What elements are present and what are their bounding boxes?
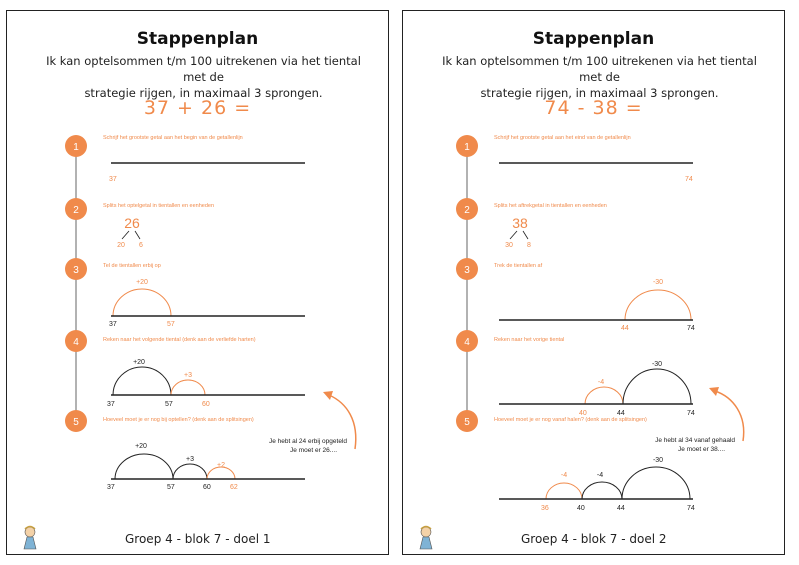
jump-label-4b: +3 [184, 372, 192, 379]
step-5-instruction: Hoeveel moet je er nog bij optellen? (denk aan de splitsingen) [103, 417, 254, 423]
step-marker-5 [456, 410, 478, 432]
step-4-number-1: 37 [107, 401, 115, 408]
hint-note-line-1: Je hebt al 24 erbij opgeteld [268, 438, 347, 445]
worksheet-footer: Groep 4 - blok 7 - doel 2 [521, 532, 667, 546]
split-branch-left [122, 231, 129, 239]
example-sum: 37 + 26 = [143, 97, 252, 119]
step-5-number-4: 74 [687, 505, 695, 512]
jump-arc-5a [546, 483, 582, 499]
svg-text:4: 4 [464, 337, 470, 348]
jump-label-4a: +20 [133, 359, 145, 366]
learning-goal-line-1: Ik kan optelsommen t/m 100 uitrekenen via het tiental met de [46, 54, 361, 84]
step-3-end: 74 [687, 325, 695, 332]
step-plan [403, 11, 785, 555]
step-marker-2 [456, 198, 478, 220]
split-ones: 8 [527, 242, 531, 249]
svg-text:1: 1 [73, 142, 79, 153]
step-2-instruction: Splits het aftrekgetal in tientallen en eenheden [494, 203, 607, 209]
step-4-number-3: 74 [687, 410, 695, 417]
step-1-instruction: Schrijf het grootste getal aan het eind van de getallenlijn [494, 135, 631, 141]
step-4-instruction: Reken naar het volgende tiental (denk aan de verliefde harten) [103, 337, 256, 343]
jump-arc-4a [113, 367, 171, 395]
jump-label-5b: -4 [596, 472, 604, 479]
step-3-instruction: Trek de tientallen af [494, 263, 543, 269]
worksheet-footer: Groep 4 - blok 7 - doel 1 [125, 532, 271, 546]
split-branch-right [523, 231, 528, 239]
step-2-instruction: Splits het optelgetal in tientallen en eenheden [103, 203, 215, 209]
example-sum: 74 - 38 = [544, 97, 643, 119]
jump-arc-5b [173, 464, 207, 479]
jump-label-4a: -4 [597, 379, 605, 386]
step-5-number-1: 37 [107, 484, 115, 491]
jump-arc-4a [585, 387, 623, 404]
jump-arc-tens [625, 290, 691, 320]
learning-goal-line-1: Ik kan optelsommen t/m 100 uitrekenen via het tiental met de [442, 54, 757, 84]
hint-note-line-2: Je moet er 38.... [678, 446, 725, 453]
jump-label-4b: -30 [651, 361, 663, 368]
jump-label-5c: +2 [217, 462, 225, 469]
svg-text:4: 4 [73, 337, 79, 348]
step-1-instruction: Schrijf het grootste getal aan het begin van de getallenlijn [103, 135, 243, 141]
step-1-start-number: 37 [109, 176, 117, 183]
step-marker-5 [65, 410, 87, 432]
jump-label-tens: +20 [136, 279, 148, 286]
step-3-start: 44 [621, 325, 629, 332]
step-4-instruction: Reken naar het vorige tiental [494, 337, 565, 343]
jump-label-tens: -30 [652, 279, 664, 286]
step-5-number-1: 36 [541, 505, 549, 512]
jump-arc-4b [623, 369, 691, 404]
jump-arc-5c [622, 467, 690, 499]
svg-text:5: 5 [73, 417, 79, 428]
step-marker-2 [65, 198, 87, 220]
step-4-number-2: 44 [617, 410, 625, 417]
step-4-number-1: 40 [579, 410, 587, 417]
learning-goal-line-2: strategie rijgen, in maximaal 3 sprongen. [480, 86, 719, 100]
learning-goal-line-2: strategie rijgen, in maximaal 3 sprongen. [84, 86, 323, 100]
svg-text:1: 1 [464, 142, 470, 153]
step-3-instruction: Tel de tientallen erbij op [103, 263, 161, 269]
worksheet-page-subtraction [402, 10, 785, 555]
step-5-number-3: 44 [617, 505, 625, 512]
svg-text:2: 2 [73, 205, 79, 216]
step-plan [7, 11, 389, 555]
split-number: 38 [512, 215, 528, 231]
split-number: 26 [124, 215, 140, 231]
jump-label-5c: -30 [652, 457, 664, 464]
hint-arrow-head [323, 391, 333, 400]
step-3-start: 37 [109, 321, 117, 328]
step-5-number-3: 60 [203, 484, 211, 491]
step-1-end-number: 74 [685, 176, 693, 183]
split-ones: 6 [139, 242, 143, 249]
brand-logo-icon [15, 521, 45, 551]
hint-note-line-1: Je hebt al 34 vanaf gehaald [655, 437, 735, 444]
hint-arrow [715, 391, 744, 441]
step-marker-4 [65, 330, 87, 352]
step-marker-1 [65, 135, 87, 157]
step-marker-1 [456, 135, 478, 157]
svg-text:5: 5 [464, 417, 470, 428]
step-4-number-3: 60 [202, 401, 210, 408]
hint-arrow-head [709, 387, 719, 396]
page-title: Stappenplan [136, 29, 259, 49]
step-3-end: 57 [167, 321, 175, 328]
brand-logo-icon [411, 521, 441, 551]
step-5-number-2: 57 [167, 484, 175, 491]
step-marker-4 [456, 330, 478, 352]
svg-text:3: 3 [464, 265, 470, 276]
jump-arc-tens [113, 289, 171, 316]
step-marker-3 [456, 258, 478, 280]
step-4-number-2: 57 [165, 401, 173, 408]
jump-arc-5a [115, 454, 173, 479]
jump-label-5a: -4 [560, 472, 568, 479]
hint-note-line-2: Je moet er 26.... [290, 447, 337, 454]
svg-text:2: 2 [464, 205, 470, 216]
step-5-number-4: 62 [230, 484, 238, 491]
jump-label-5b: +3 [186, 456, 194, 463]
jump-arc-4b [171, 380, 205, 395]
split-branch-left [510, 231, 517, 239]
split-branch-right [135, 231, 140, 239]
split-tens: 20 [117, 242, 125, 249]
step-5-instruction: Hoeveel moet je er nog vanaf halen? (denk aan de splitsingen) [494, 417, 647, 423]
step-marker-3 [65, 258, 87, 280]
page-title: Stappenplan [532, 29, 655, 49]
step-5-number-2: 40 [577, 505, 585, 512]
svg-text:3: 3 [73, 265, 79, 276]
jump-label-5a: +20 [135, 443, 147, 450]
split-tens: 30 [505, 242, 513, 249]
worksheet-page-addition [6, 10, 389, 555]
jump-arc-5b [582, 482, 622, 499]
